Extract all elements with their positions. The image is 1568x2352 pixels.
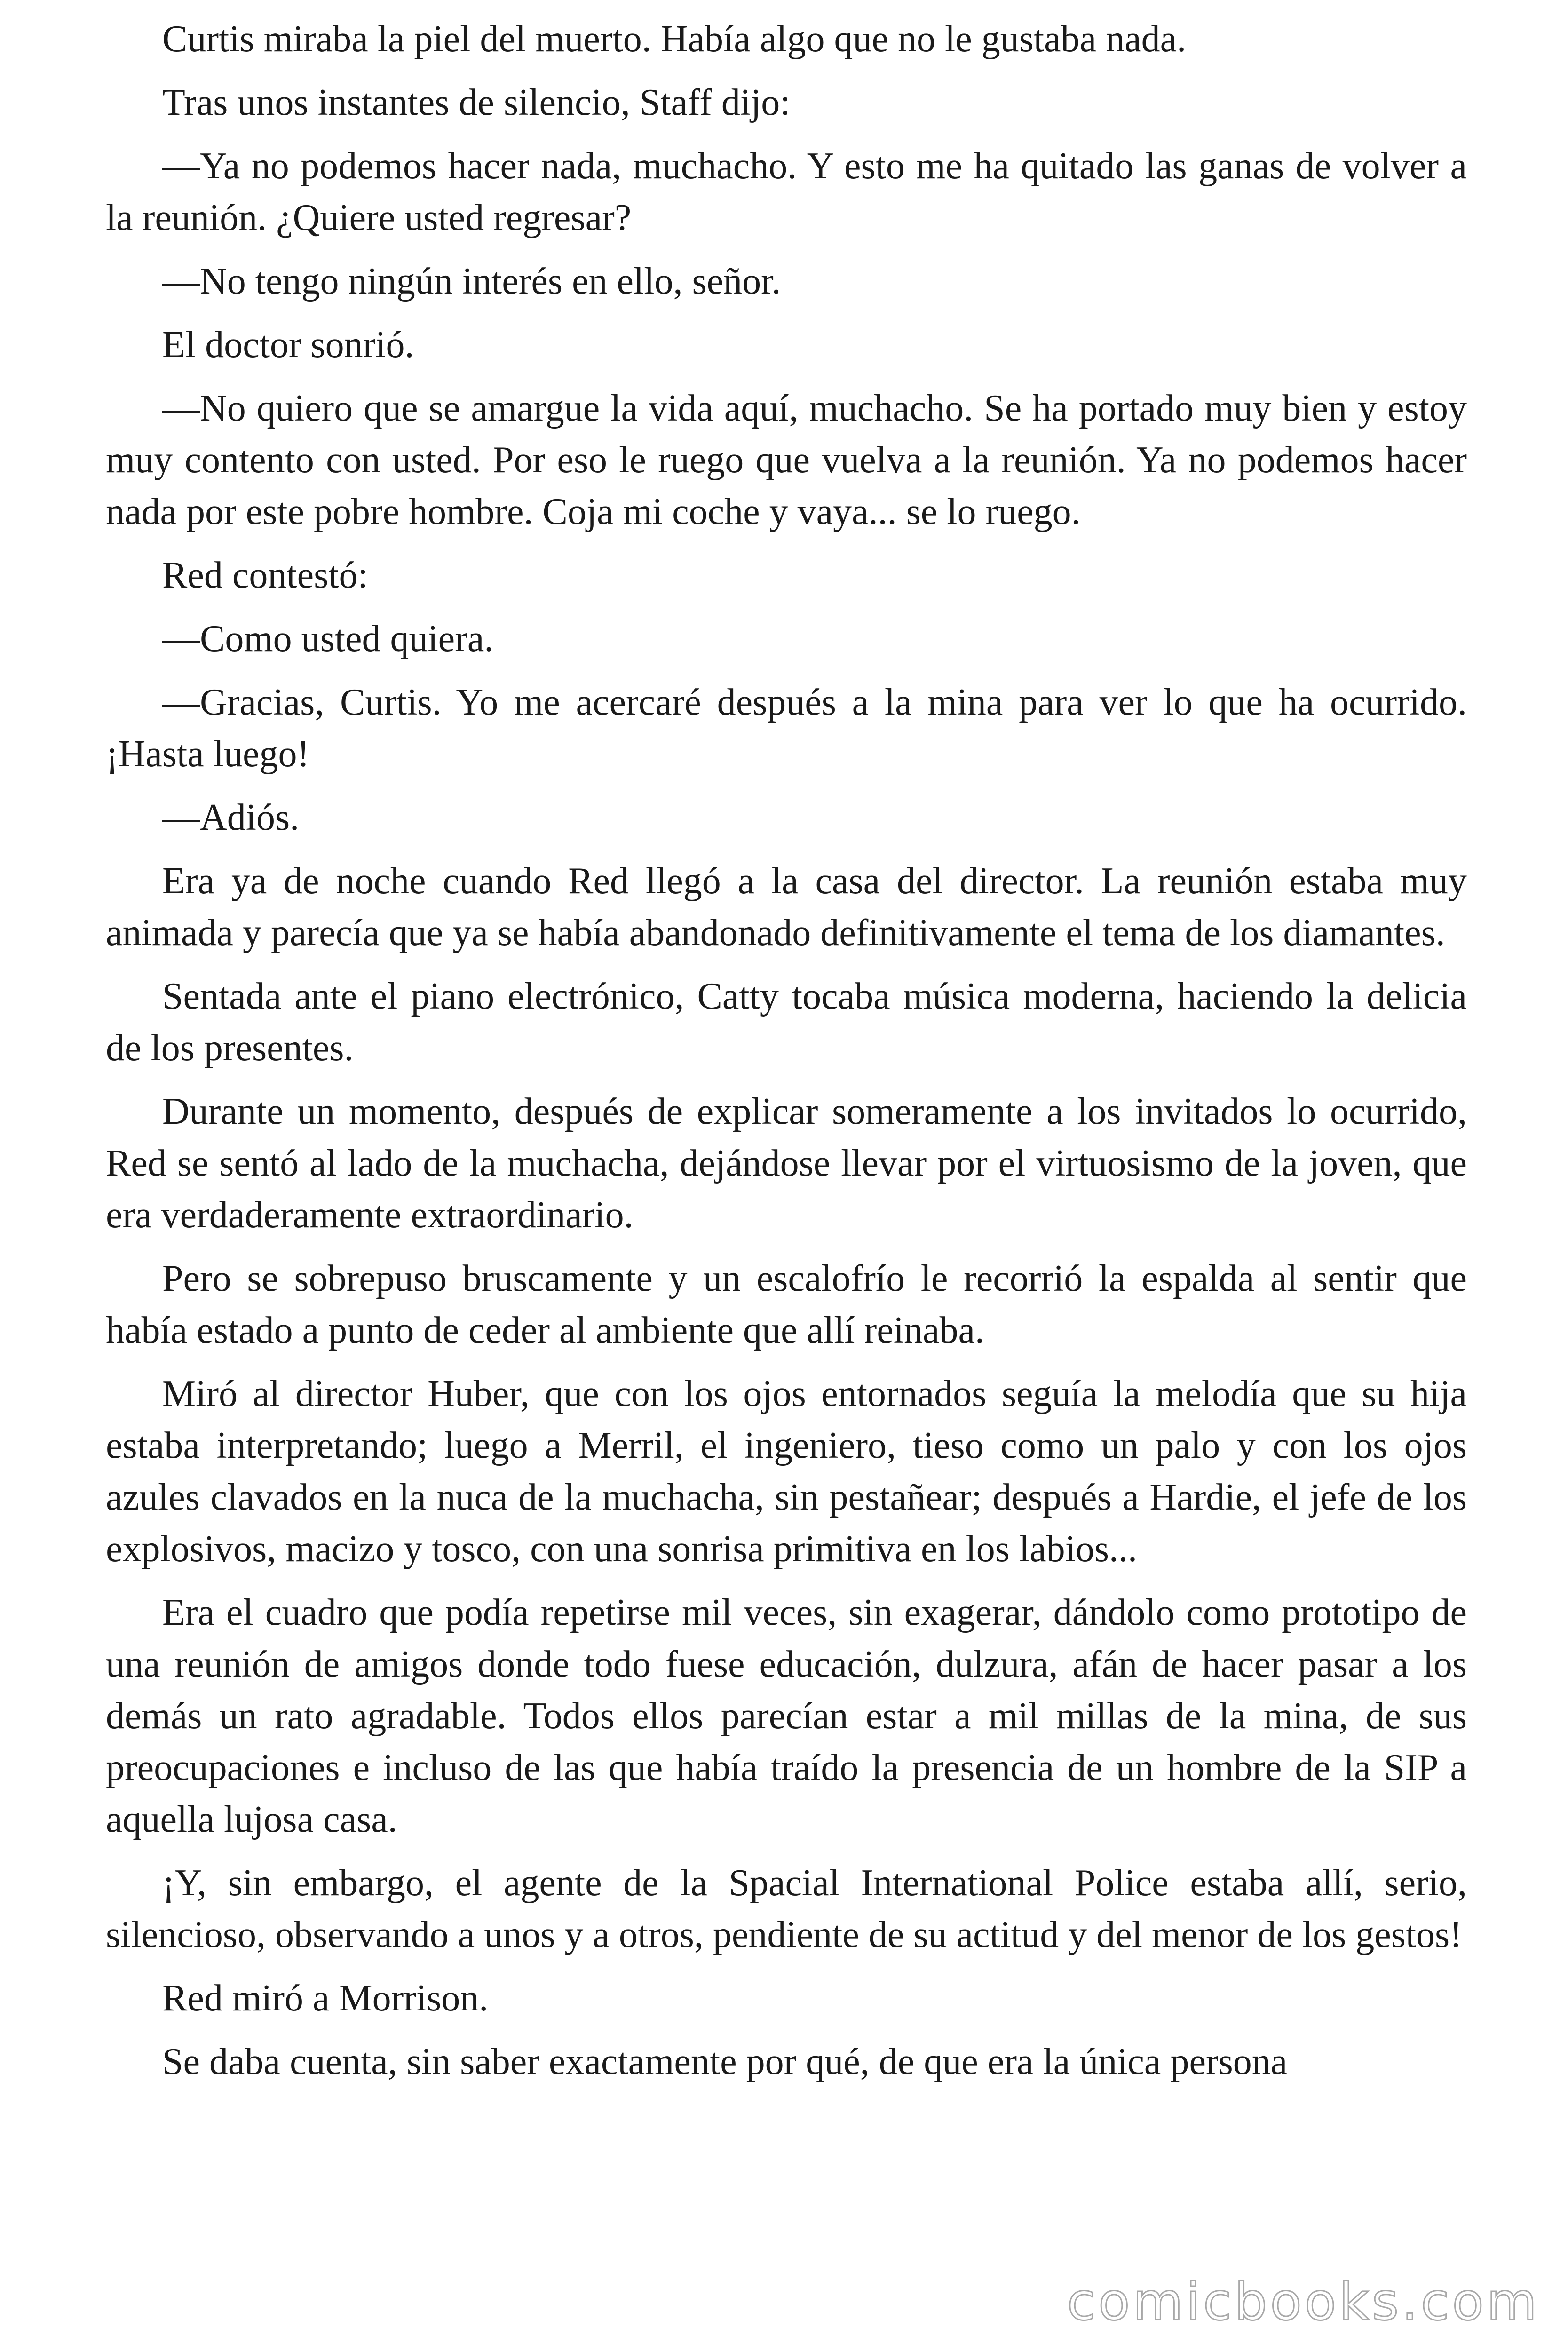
- paragraph: —No quiero que se amargue la vida aquí, muchacho. Se ha portado muy bien y estoy muy contento con usted. Por eso le ruego que vuelva a la reunión. Ya no podemos hacer nada por este pobre hombre. Coja mi coche y vaya... se lo ruego.: [106, 388, 1467, 532]
- paragraph: —No tengo ningún interés en ello, señor.: [162, 261, 781, 302]
- paragraph: Durante un momento, después de explicar someramente a los invitados lo ocurrido, Red se sentó al lado de la muchacha, dejándose llevar por el virtuosismo de la joven, que era verdaderamente extraordinario.: [106, 1091, 1467, 1236]
- paragraph: Red contestó:: [162, 555, 368, 596]
- paragraph: —Ya no podemos hacer nada, muchacho. Y esto me ha quitado las ganas de volver a la reunión. ¿Quiere usted regresar?: [106, 145, 1467, 238]
- watermark: comicbooks.com: [1067, 2272, 1540, 2332]
- paragraph: Sentada ante el piano electrónico, Catty tocaba música moderna, haciendo la delicia de los presentes.: [106, 976, 1467, 1069]
- paragraph: Red miró a Morrison.: [162, 1978, 489, 2019]
- paragraph: Pero se sobrepuso bruscamente y un escalofrío le recorrió la espalda al sentir que había estado a punto de ceder al ambiente que allí reinaba.: [106, 1258, 1467, 1351]
- paragraph: —Gracias, Curtis. Yo me acercaré después a la mina para ver lo que ha ocurrido. ¡Hasta luego!: [106, 682, 1467, 775]
- paragraph: —Como usted quiera.: [162, 618, 494, 660]
- paragraph: Miró al director Huber, que con los ojos entornados seguía la melodía que su hija estaba interpretando; luego a Merril, el ingeniero, tieso como un palo y con los ojos azules clavados en la nuca de la muchacha, sin pestañear; después a Hardie, el jefe de los explosivos, macizo y tosco, con una sonrisa primitiva en los labios...: [106, 1373, 1467, 1570]
- paragraph-last: Se daba cuenta, sin saber exactamente por qué, de que era la única persona: [162, 2041, 1288, 2082]
- paragraph: Era el cuadro que podía repetirse mil veces, sin exagerar, dándolo como prototipo de una reunión de amigos donde todo fuese educación, dulzura, afán de hacer pasar a los demás un rato agradable. Todos ellos parecían estar a mil millas de la mina, de sus preocupaciones e incluso de las que había traído la presencia de un hombre de la SIP a aquella lujosa casa.: [106, 1592, 1467, 1840]
- paragraph: El doctor sonrió.: [162, 324, 414, 366]
- paragraph: ¡Y, sin embargo, el agente de la Spacial International Police estaba allí, serio, silencioso, observando a unos y a otros, pendiente de su actitud y del menor de los gestos!: [106, 1862, 1467, 1955]
- paragraph: Tras unos instantes de silencio, Staff dijo:: [162, 82, 791, 123]
- paragraph: Era ya de noche cuando Red llegó a la casa del director. La reunión estaba muy animada y parecía que ya se había abandonado definitivamente el tema de los diamantes.: [106, 860, 1467, 954]
- paragraph: —Adiós.: [162, 797, 300, 838]
- paragraph: Curtis miraba la piel del muerto. Había algo que no le gustaba nada.: [162, 18, 1187, 60]
